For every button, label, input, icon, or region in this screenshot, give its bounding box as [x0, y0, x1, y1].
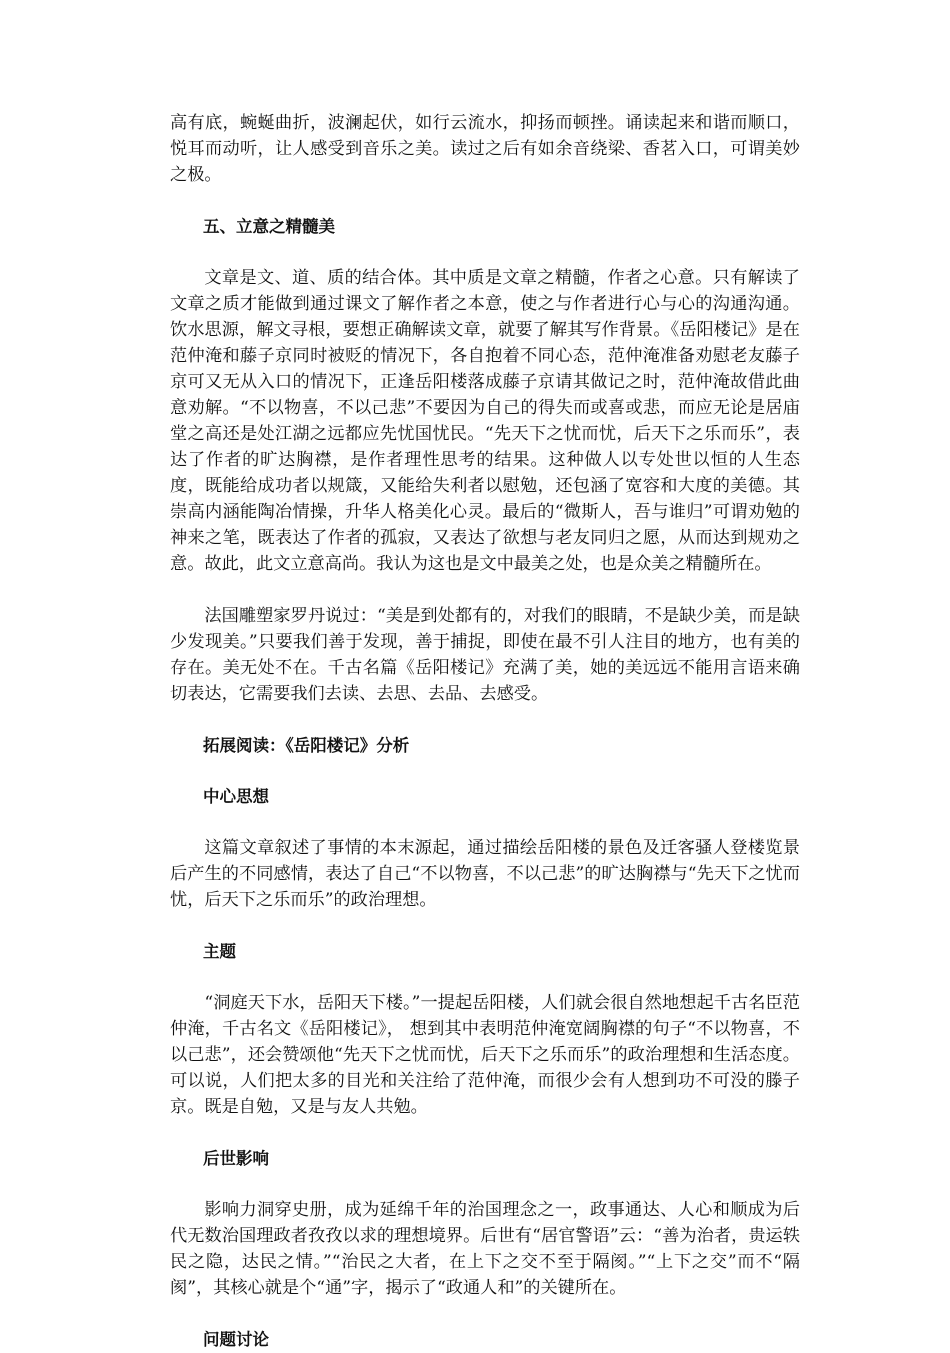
paragraph-central-idea: 这篇文章叙述了事情的本末源起，通过描绘岳阳楼的景色及迁客骚人登楼览景后产生的不同感情，表达了自己“不以物喜，不以己悲”的旷达胸襟与“先天下之忧而忧，后天下之乐而乐”的政治理想。 [170, 838, 800, 910]
paragraph-theme: “洞庭天下水，岳阳天下楼。”一提起岳阳楼，人们就会很自然地想起千古名臣范仲淹，千古名文《岳阳楼记》， 想到其中表明范仲淹宽阔胸襟的句子“不以物喜，不以己悲”，还会赞颂他“先天下之忧而忧，后天下之乐而乐”的政治理想和生活态度。可以说，人们把太多的目光和关注给了范仲淹，而很少会有人想到功不可没的滕子京。既是自勉，又是与友人共勉。 [170, 993, 800, 1117]
section-heading-influence: 后世影响 [203, 1149, 269, 1168]
section-heading-extended-reading: 拓展阅读：《岳阳楼记》分析 [203, 736, 410, 755]
section-heading-central-idea: 中心思想 [203, 787, 269, 806]
paragraph-influence: 影响力洞穿史册，成为延绵千年的治国理念之一，政事通达、人心和顺成为后代无数治国理政者孜孜以求的理想境界。后世有“居官警语”云：“善为治者，贵运轶民之隐，达民之情。”“治民之大者，在上下之交不至于隔阂。”“上下之交”而不“隔阂”，其核心就是个“通”字，揭示了“政通人和”的关键所在。 [170, 1200, 800, 1298]
section-heading-discussion: 问题讨论 [203, 1330, 269, 1349]
paragraph-essence: 文章是文、道、质的结合体。其中质是文章之精髓，作者之心意。只有解读了文章之质才能做到通过课文了解作者之本意，使之与作者进行心与心的沟通沟通。饮水思源，解文寻根，要想正确解读文章，就要了解其写作背景。《岳阳楼记》是在范仲淹和藤子京同时被贬的情况下，各自抱着不同心态，范仲淹准备劝慰老友藤子京可又无从入口的情况下，正逢岳阳楼落成藤子京请其做记之时，范仲淹故借此曲意劝解。“不以物喜，不以己悲”不要因为自己的得失而或喜或悲，而应无论是居庙堂之高还是处江湖之远都应先忧国忧民。“先天下之忧而忧，后天下之乐而乐”，表达了作者的旷达胸襟，是作者理性思考的结果。这种做人以专处世以恒的人生态度，既能给成功者以规箴，又能给失利者以慰勉，还包涵了宽容和大度的美德。其崇高内涵能陶冶情操，升华人格美化心灵。最后的“微斯人，吾与谁归”可谓劝勉的神来之笔，既表达了作者的孤寂，又表达了欲想与老友同归之愿，从而达到规劝之意。故此，此文立意高尚。我认为这也是文中最美之处，也是众美之精髓所在。 [170, 268, 800, 574]
section-heading-5: 五、立意之精髓美 [203, 217, 335, 236]
paragraph-intro: 高有底，蜿蜒曲折，波澜起伏，如行云流水，抑扬而顿挫。诵读起来和谐而顺口，悦耳而动听，让人感受到音乐之美。读过之后有如余音绕梁、香茗入口，可谓美妙之极。 [170, 113, 800, 185]
paragraph-rodin: 法国雕塑家罗丹说过：“美是到处都有的，对我们的眼睛，不是缺少美，而是缺少发现美。”只要我们善于发现，善于捕捉，即使在最不引人注目的地方，也有美的存在。美无处不在。千古名篇《岳阳楼记》充满了美，她的美远远不能用言语来确切表达，它需要我们去读、去思、去品、去感受。 [170, 606, 800, 704]
section-heading-theme: 主题 [203, 942, 236, 961]
